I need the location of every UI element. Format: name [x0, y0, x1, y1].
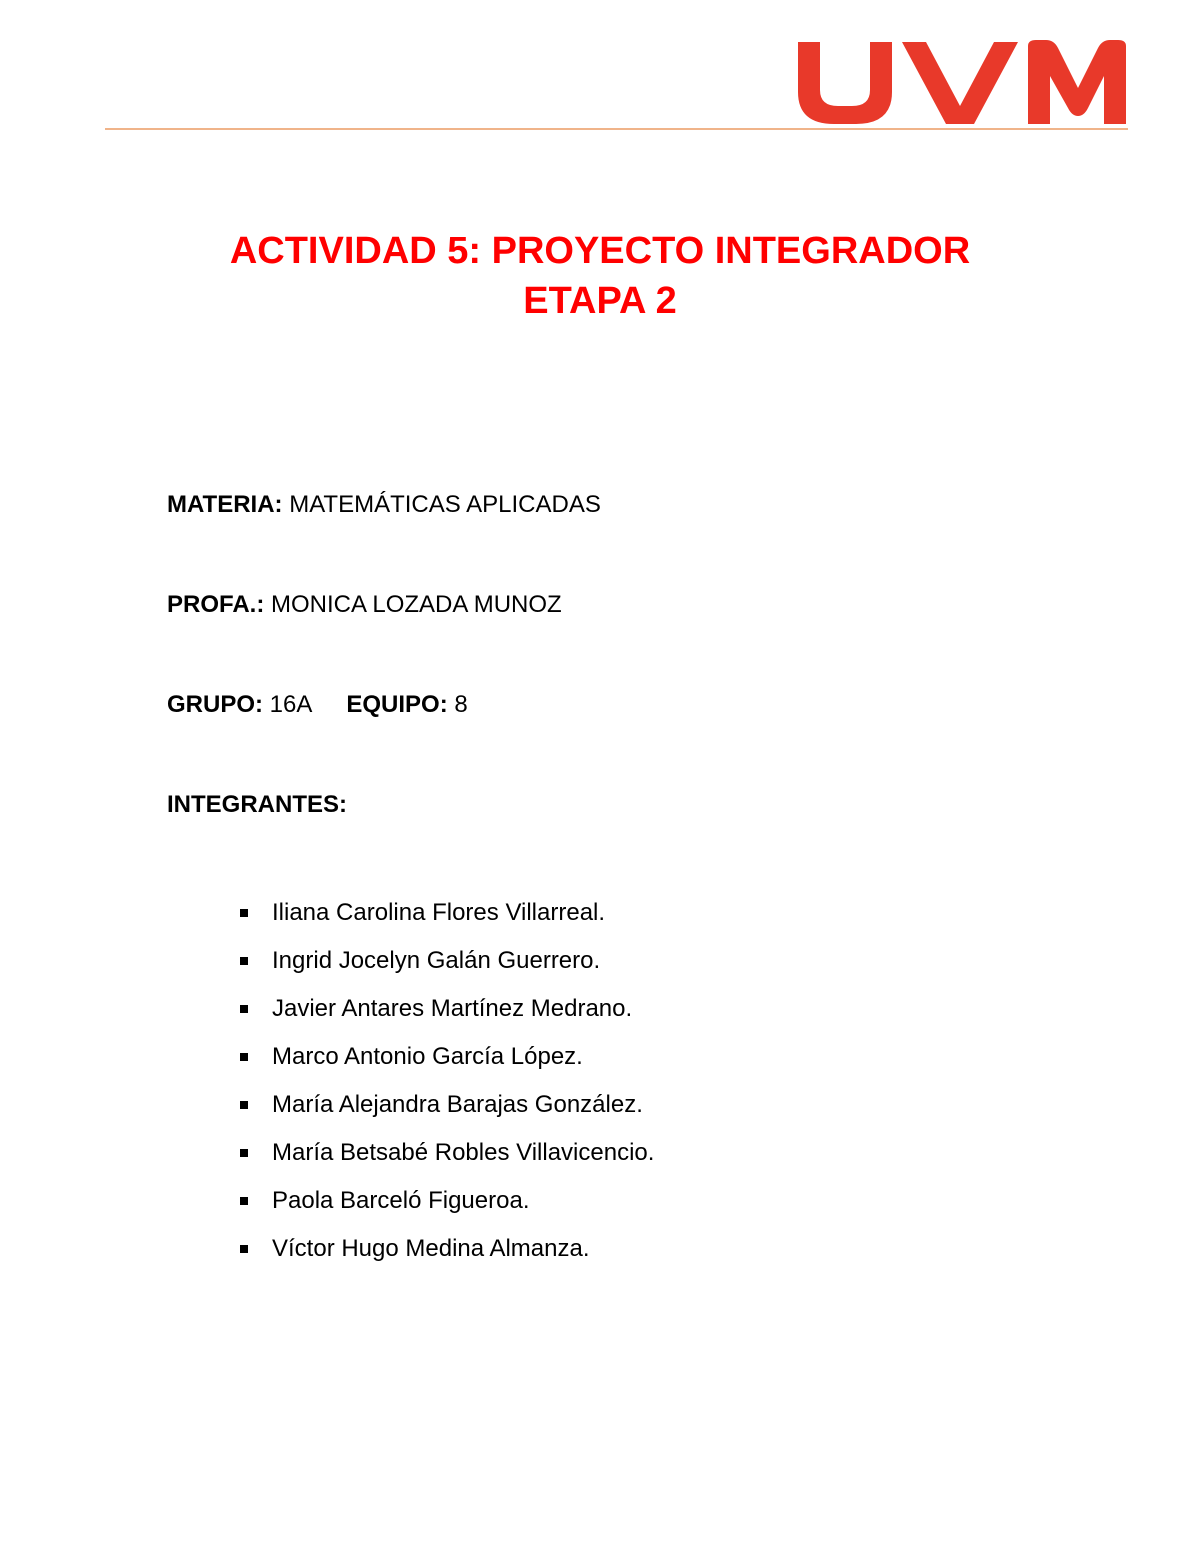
member-name: Víctor Hugo Medina Almanza. — [272, 1235, 590, 1262]
integrantes-field — [167, 790, 347, 820]
members-list — [240, 896, 654, 1280]
materia-label: MATERIA: — [167, 491, 283, 518]
member-name: Paola Barceló Figueroa. — [272, 1187, 530, 1214]
list-item — [240, 992, 654, 1040]
document-title — [0, 226, 1200, 326]
bullet-icon — [240, 1005, 248, 1013]
list-item — [240, 1136, 654, 1184]
bullet-icon — [240, 957, 248, 965]
grupo-value: 16A — [263, 691, 313, 718]
list-item — [240, 1184, 654, 1232]
grupo-label: GRUPO: — [167, 691, 263, 718]
profa-label: PROFA.: — [167, 591, 265, 618]
member-name: María Betsabé Robles Villavicencio. — [272, 1139, 655, 1166]
member-name: Iliana Carolina Flores Villarreal. — [272, 899, 606, 926]
equipo-label: EQUIPO: — [346, 691, 448, 718]
list-item — [240, 1040, 654, 1088]
list-item — [240, 1088, 654, 1136]
member-name: Ingrid Jocelyn Galán Guerrero. — [272, 947, 601, 974]
equipo-value: 8 — [447, 691, 468, 718]
title-line-2: ETAPA 2 — [523, 280, 677, 322]
materia-field — [167, 490, 601, 520]
member-name: María Alejandra Barajas González. — [272, 1091, 643, 1118]
bullet-icon — [240, 1245, 248, 1253]
header-rule — [105, 128, 1128, 130]
list-item — [240, 1232, 654, 1280]
profa-value: MONICA LOZADA MUNOZ — [264, 591, 562, 618]
uvm-logo — [790, 36, 1130, 126]
member-name: Marco Antonio García López. — [272, 1043, 583, 1070]
profa-field — [167, 590, 562, 620]
bullet-icon — [240, 1197, 248, 1205]
materia-value: MATEMÁTICAS APLICADAS — [282, 491, 601, 518]
member-name: Javier Antares Martínez Medrano. — [272, 995, 633, 1022]
title-line-1: ACTIVIDAD 5: PROYECTO INTEGRADOR — [229, 230, 971, 272]
grupo-equipo-field — [167, 690, 468, 720]
bullet-icon — [240, 1053, 248, 1061]
bullet-icon — [240, 1149, 248, 1157]
bullet-icon — [240, 909, 248, 917]
bullet-icon — [240, 1101, 248, 1109]
list-item — [240, 944, 654, 992]
integrantes-label: INTEGRANTES: — [167, 791, 347, 818]
list-item — [240, 896, 654, 944]
